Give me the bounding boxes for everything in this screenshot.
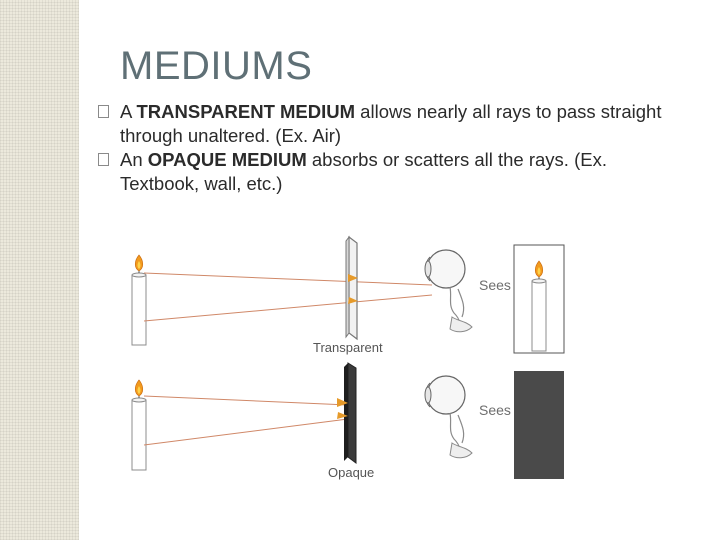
light-ray xyxy=(144,295,432,321)
bullet-opaque: An OPAQUE MEDIUM absorbs or scatters all the rays. (Ex. Textbook, wall, etc.) xyxy=(98,148,688,196)
sees-label: Sees xyxy=(479,402,511,418)
transparent-pane xyxy=(346,237,357,339)
eye-icon xyxy=(425,250,472,332)
candle-icon xyxy=(132,255,146,345)
bullet-list xyxy=(98,100,688,196)
term-transparent: TRANSPARENT MEDIUM xyxy=(136,101,356,122)
slide-title: MEDIUMS xyxy=(120,44,313,88)
bullet-box-icon xyxy=(98,153,109,166)
sees-label: Sees xyxy=(479,277,511,293)
candle-icon xyxy=(132,380,146,470)
transparent-opaque-diagram xyxy=(128,233,568,483)
opaque-pane xyxy=(344,363,356,463)
bullet-transparent: A TRANSPARENT MEDIUM allows nearly all rays to pass straight through unaltered. (Ex. Air) xyxy=(98,100,688,148)
term-opaque: OPAQUE MEDIUM xyxy=(147,149,307,170)
seen-opaque-result xyxy=(514,371,564,479)
opaque-label: Opaque xyxy=(328,465,375,480)
light-ray xyxy=(144,273,432,285)
eye-icon xyxy=(425,376,472,458)
transparent-label: Transparent xyxy=(313,340,383,355)
decorative-side-band xyxy=(0,0,79,540)
bullet-box-icon xyxy=(98,105,109,118)
light-ray xyxy=(144,396,348,405)
light-ray xyxy=(144,419,348,445)
